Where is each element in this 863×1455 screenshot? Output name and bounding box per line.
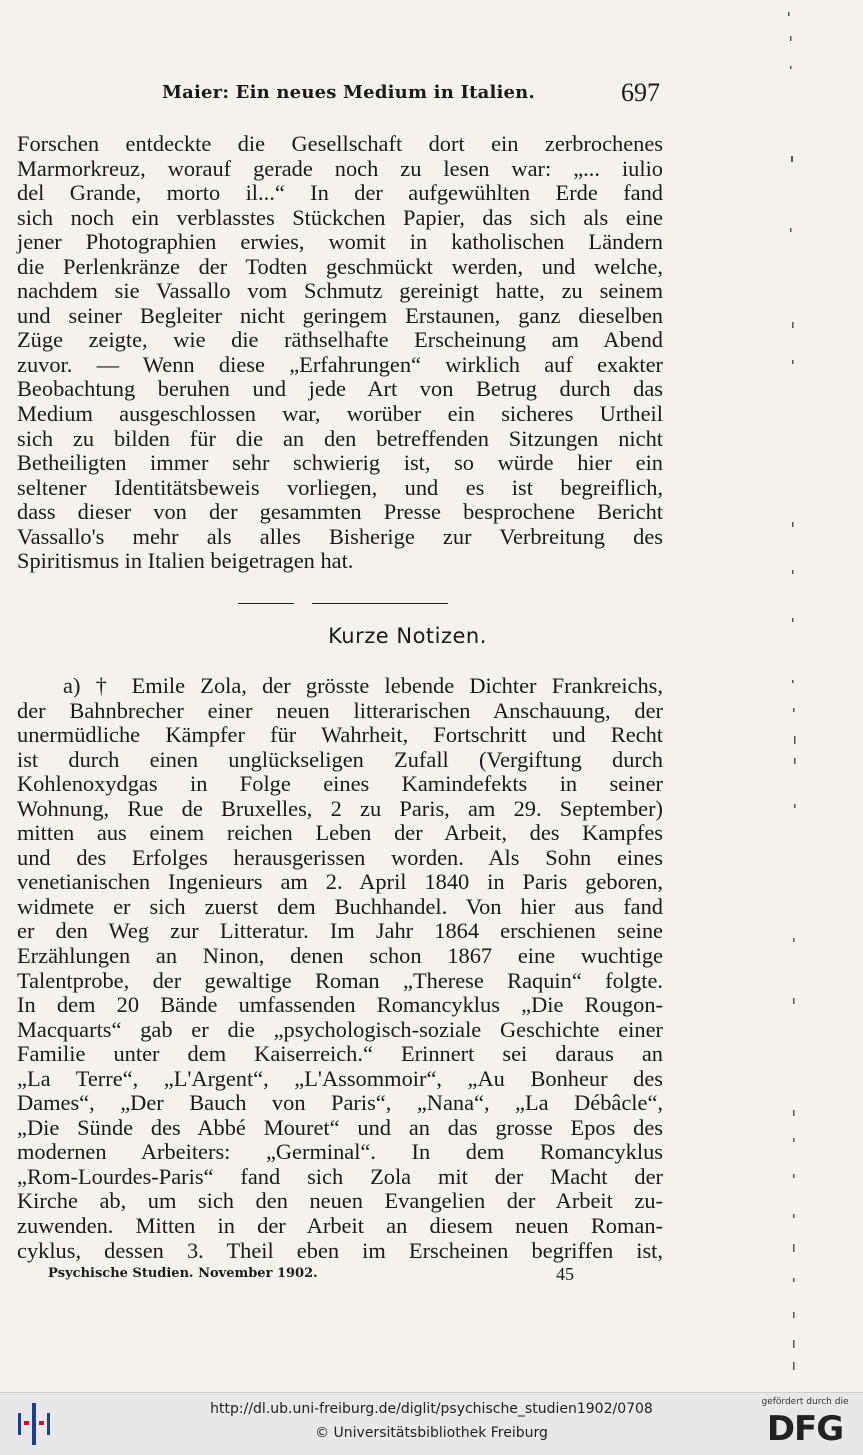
text-line: nachdem sie Vassallo vom Schmutz gereinigt hatte, zu seinem (17, 278, 663, 304)
text-line: Dames“, „Der Bauch von Paris“, „Nana“, „La Débâcle“, (17, 1090, 663, 1116)
text-line: Forschen entdeckte die Gesellschaft dort ein zerbrochenes (17, 131, 663, 156)
section-title-text: Kurze Notizen. (328, 624, 487, 648)
text-line: modernen Arbeiters: „Germinal“. In dem Romancyklus (17, 1139, 663, 1165)
text-line: Kohlenoxydgas in Folge eines Kamindefekts in seiner (17, 771, 663, 797)
scan-edge-marks (780, 0, 820, 1390)
text-line: Betheiligten immer sehr schwierig ist, so würde hier ein (17, 450, 663, 476)
text-line: der Bahnbrecher einer neuen litterarischen Anschauung, der (17, 697, 663, 723)
text-line: zuvor. — Wenn diese „Erfahrungen“ wirklich auf exakter (17, 351, 663, 377)
text-line: Züge zeigte, wie die räthselhafte Erscheinung am Abend (17, 327, 663, 353)
text-line: mitten aus einem reichen Leben der Arbeit, des Kampfes (17, 820, 663, 846)
text-line: In dem 20 Bände umfassenden Romancyklus „Die Rougon- (17, 992, 663, 1018)
section-title (0, 624, 863, 648)
footer-signature: 45 (556, 1264, 574, 1284)
text-line: widmete er sich zuerst dem Buchhandel. Von hier aus fand (17, 893, 663, 919)
text-line: Medium ausgeschlossen war, worüber ein sicheres Urtheil (17, 401, 663, 427)
text-line: zuwenden. Mitten in der Arbeit an diesem neuen Roman- (17, 1213, 663, 1239)
text-line: sich noch ein verblasstes Stückchen Papier, das sich als eine (17, 204, 663, 230)
text-line: Familie unter dem Kaiserreich.“ Erinnert sei daraus an (17, 1041, 663, 1067)
text-line: Erzählungen an Ninon, denen schon 1867 eine wuchtige (17, 943, 663, 969)
text-line: Marmorkreuz, worauf gerade noch zu lesen war: „... iulio (17, 155, 663, 181)
text-line: Beobachtung beruhen und jede Art von Betrug durch das (17, 376, 663, 402)
footer-journal: Psychische Studien. November 1902. (48, 1266, 318, 1281)
text-line: und des Erfolges herausgerissen worden. Als Sohn eines (17, 844, 663, 870)
text-line: Vassallo's mehr als alles Bisherige zur Verbreitung des (17, 523, 663, 549)
dfg-logo-text: DFG (766, 1409, 844, 1449)
section-divider-short (238, 603, 294, 604)
paragraph-zola-notice (17, 674, 663, 1263)
text-line: unermüdliche Kämpfer für Wahrheit, Fortschritt und Recht (17, 722, 663, 748)
text-line: sich zu bilden für die an den betreffenden Sitzungen nicht (17, 425, 663, 451)
text-line: „Rom-Lourdes-Paris“ fand sich Zola mit der Macht der (17, 1163, 663, 1189)
text-line: cyklus, dessen 3. Theil eben im Erscheinen begriffen ist, (17, 1237, 663, 1263)
page-number: 697 (621, 78, 660, 107)
dfg-logo (757, 1397, 853, 1451)
text-line: del Grande, morto il...“ In der aufgewühlten Erde fand (17, 180, 663, 206)
section-divider-long (312, 603, 448, 604)
text-line: „Die Sünde des Abbé Mouret“ und an das grosse Epos des (17, 1114, 663, 1140)
text-line: er den Weg zur Litteratur. Im Jahr 1864 erschienen seine (17, 918, 663, 944)
text-line: und seiner Begleiter nicht geringem Erstaunen, ganz dieselben (17, 302, 663, 328)
copyright-notice: © Universitätsbibliothek Freiburg (315, 1425, 548, 1441)
text-line: „La Terre“, „L'Argent“, „L'Assommoir“, „Au Bonheur des (17, 1065, 663, 1091)
text-line: Kirche ab, um sich den neuen Evangelien der Arbeit zu- (17, 1188, 663, 1214)
text-line: a) † Emile Zola, der grösste lebende Dichter Frankreichs, (63, 673, 663, 698)
running-header (20, 78, 660, 114)
text-line: seltener Identitätsbeweis vorliegen, und es ist begreiflich, (17, 474, 663, 500)
text-line: Wohnung, Rue de Bruxelles, 2 zu Paris, am 29. September) (17, 795, 663, 821)
paragraph-continued (17, 132, 663, 574)
text-line: ist durch einen unglückseligen Zufall (Vergiftung durch (17, 746, 663, 772)
text-line: Macquarts“ gab er die „psychologisch-soziale Geschichte einer (17, 1016, 663, 1042)
text-line: venetianischen Ingenieurs am 2. April 1840 in Paris geboren, (17, 869, 663, 895)
text-line: jener Photographien erwies, womit in katholischen Ländern (17, 229, 663, 255)
dfg-funded-label: gefördert durch die (761, 1397, 849, 1407)
header-title: Maier: Ein neues Medium in Italien. (162, 82, 535, 103)
text-line: Spiritismus in Italien beigetragen hat. (17, 548, 354, 574)
text-line: die Perlenkränze der Todten geschmückt werden, und welche, (17, 253, 663, 279)
viewer-footer-bar (0, 1392, 863, 1455)
document-url-link[interactable]: http://dl.ub.uni-freiburg.de/diglit/psychische_studien1902/0708 (210, 1401, 653, 1417)
text-line: dass dieser von der gesammten Presse besprochene Bericht (17, 499, 663, 525)
text-line: Talentprobe, der gewaltige Roman „Therese Raquin“ folgte. (17, 967, 663, 993)
